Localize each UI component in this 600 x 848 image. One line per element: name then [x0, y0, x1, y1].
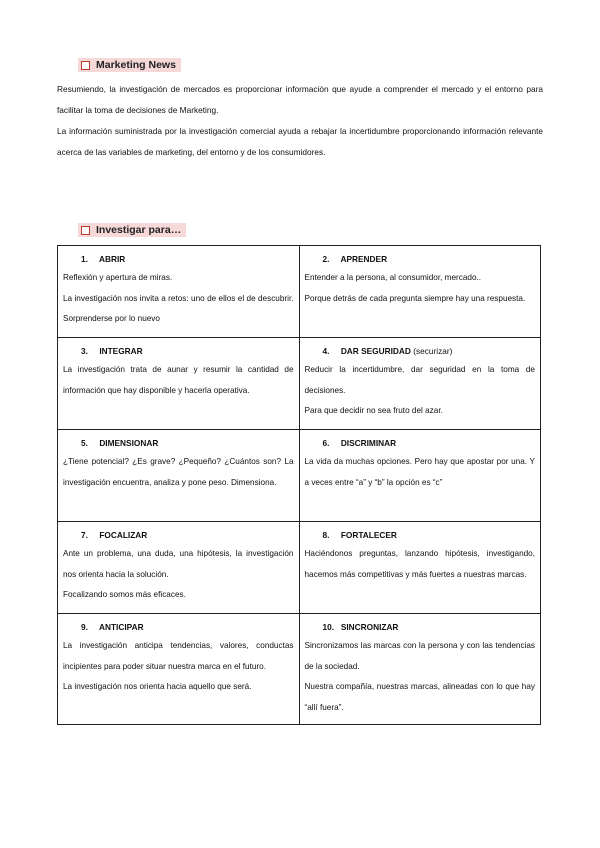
cell-line: Sincronizamos las marcas con la persona y con las tendencias de la sociedad.: [304, 641, 535, 671]
cell-heading: FOCALIZAR: [99, 530, 148, 540]
checkbox-icon: [81, 226, 90, 235]
table-row: [58, 614, 541, 725]
cell-body: [305, 452, 536, 493]
cell-title: [63, 618, 294, 636]
cell-number: 3.: [81, 346, 88, 356]
table-cell: [58, 246, 300, 338]
table-cell: [58, 614, 300, 725]
cell-heading-note: (securizar): [413, 346, 453, 356]
cell-body: [305, 636, 536, 718]
cell-body: [305, 360, 536, 422]
cell-number: 2.: [322, 254, 330, 264]
table-row: [58, 522, 541, 614]
cell-body: [305, 544, 536, 585]
cell-title: [305, 434, 536, 452]
cell-line: La vida da muchas opciones. Pero hay que apostar por una. Y a veces entre “a” y “b” la opción es “c”: [304, 457, 535, 487]
cell-line: Haciéndonos preguntas, lanzando hipótesis, investigando, hacemos más competitivas y más fuertes a nuestras marcas.: [304, 549, 535, 579]
cell-heading: DISCRIMINAR: [340, 438, 397, 448]
cell-line: Entender a la persona, al consumidor, mercado..: [304, 273, 482, 282]
cell-line: La investigación nos orienta hacia aquello que será.: [63, 682, 252, 691]
cell-body: [63, 544, 294, 606]
table-cell: [58, 430, 300, 522]
cell-title: [305, 618, 536, 636]
cell-body: [63, 268, 294, 330]
cell-title: [63, 342, 294, 360]
table-cell: [299, 246, 541, 338]
cell-number: 4.: [322, 346, 330, 356]
cell-line: Ante un problema, una duda, una hipótesis, la investigación nos orienta hacia la solución.: [63, 549, 294, 579]
cell-title: [305, 250, 536, 268]
cell-heading: DIMENSIONAR: [99, 438, 159, 448]
cell-body: [63, 360, 294, 401]
cell-heading: ANTICIPAR: [99, 622, 144, 632]
cell-number: 9.: [81, 622, 88, 632]
section-heading-text: Marketing News: [96, 59, 176, 71]
cell-body: [305, 268, 536, 309]
cell-title: [63, 526, 294, 544]
cell-line: Porque detrás de cada pregunta siempre hay una respuesta.: [304, 293, 526, 303]
cell-line: Focalizando somos más eficaces.: [63, 590, 186, 599]
cell-number: 5.: [81, 438, 88, 448]
section-heading-text: Investigar para…: [96, 224, 182, 236]
cell-heading: DAR SEGURIDAD: [340, 346, 411, 356]
cell-heading: SINCRONIZAR: [340, 622, 399, 632]
table-cell: [299, 522, 541, 614]
cell-line: Reducir la incertidumbre, dar seguridad en la toma de decisiones.: [304, 365, 535, 395]
cell-title: [63, 434, 294, 452]
cell-title: [305, 526, 536, 544]
table-cell: [58, 338, 300, 430]
cell-title: [305, 342, 536, 360]
table-cell: [299, 430, 541, 522]
table-row: [58, 338, 541, 430]
cell-body: [63, 636, 294, 698]
cell-line: Para que decidir no sea fruto del azar.: [304, 406, 443, 415]
intro-text: [57, 79, 543, 163]
cell-line: ¿Tiene potencial? ¿Es grave? ¿Pequeño? ¿Cuántos son? La investigación encuentra, analiza y pone peso. Dimensiona.: [63, 457, 294, 487]
section-heading-marketing-news: [78, 58, 181, 72]
cell-heading: APRENDER: [340, 254, 388, 264]
cell-heading: FORTALECER: [340, 530, 397, 540]
cell-body: [63, 452, 294, 493]
intro-paragraph: La información suministrada por la investigación comercial ayuda a rebajar la incertidumbre proporcionando información relevante acerca de las variables de marketing, del entorno y de los consumidores.: [57, 126, 543, 157]
table-cell: [299, 614, 541, 725]
cell-number: 10.: [322, 622, 335, 632]
cell-number: 8.: [322, 530, 330, 540]
cell-line: La investigación nos invita a retos: uno de ellos el de descubrir. Sorprenderse por lo nuevo: [63, 293, 294, 323]
intro-paragraph: Resumiendo, la investigación de mercados es proporcionar información que ayude a comprender el mercado y el entorno para facilitar la toma de decisiones de Marketing.: [57, 84, 543, 115]
cell-line: Nuestra compañía, nuestras marcas, alineadas con lo que hay “allí fuera”.: [304, 682, 535, 712]
table-row: [58, 246, 541, 338]
cell-line: La investigación trata de aunar y resumir la cantidad de información que hay disponible y hacerla operativa.: [63, 365, 294, 395]
section-heading-investigar-para: [78, 223, 186, 237]
cell-line: La investigación anticipa tendencias, valores, conductas incipientes para poder situar nuestra marca en el futuro.: [63, 641, 294, 671]
table-cell: [58, 522, 300, 614]
checkbox-icon: [81, 61, 90, 70]
cell-line: Reflexión y apertura de miras.: [63, 273, 173, 282]
cell-number: 7.: [81, 530, 88, 540]
cell-number: 6.: [322, 438, 330, 448]
cell-heading: ABRIR: [99, 254, 126, 264]
table-row: [58, 430, 541, 522]
investigar-table: [57, 245, 541, 725]
cell-title: [63, 250, 294, 268]
cell-heading: INTEGRAR: [99, 346, 143, 356]
cell-number: 1.: [81, 254, 88, 264]
table-cell: [299, 338, 541, 430]
